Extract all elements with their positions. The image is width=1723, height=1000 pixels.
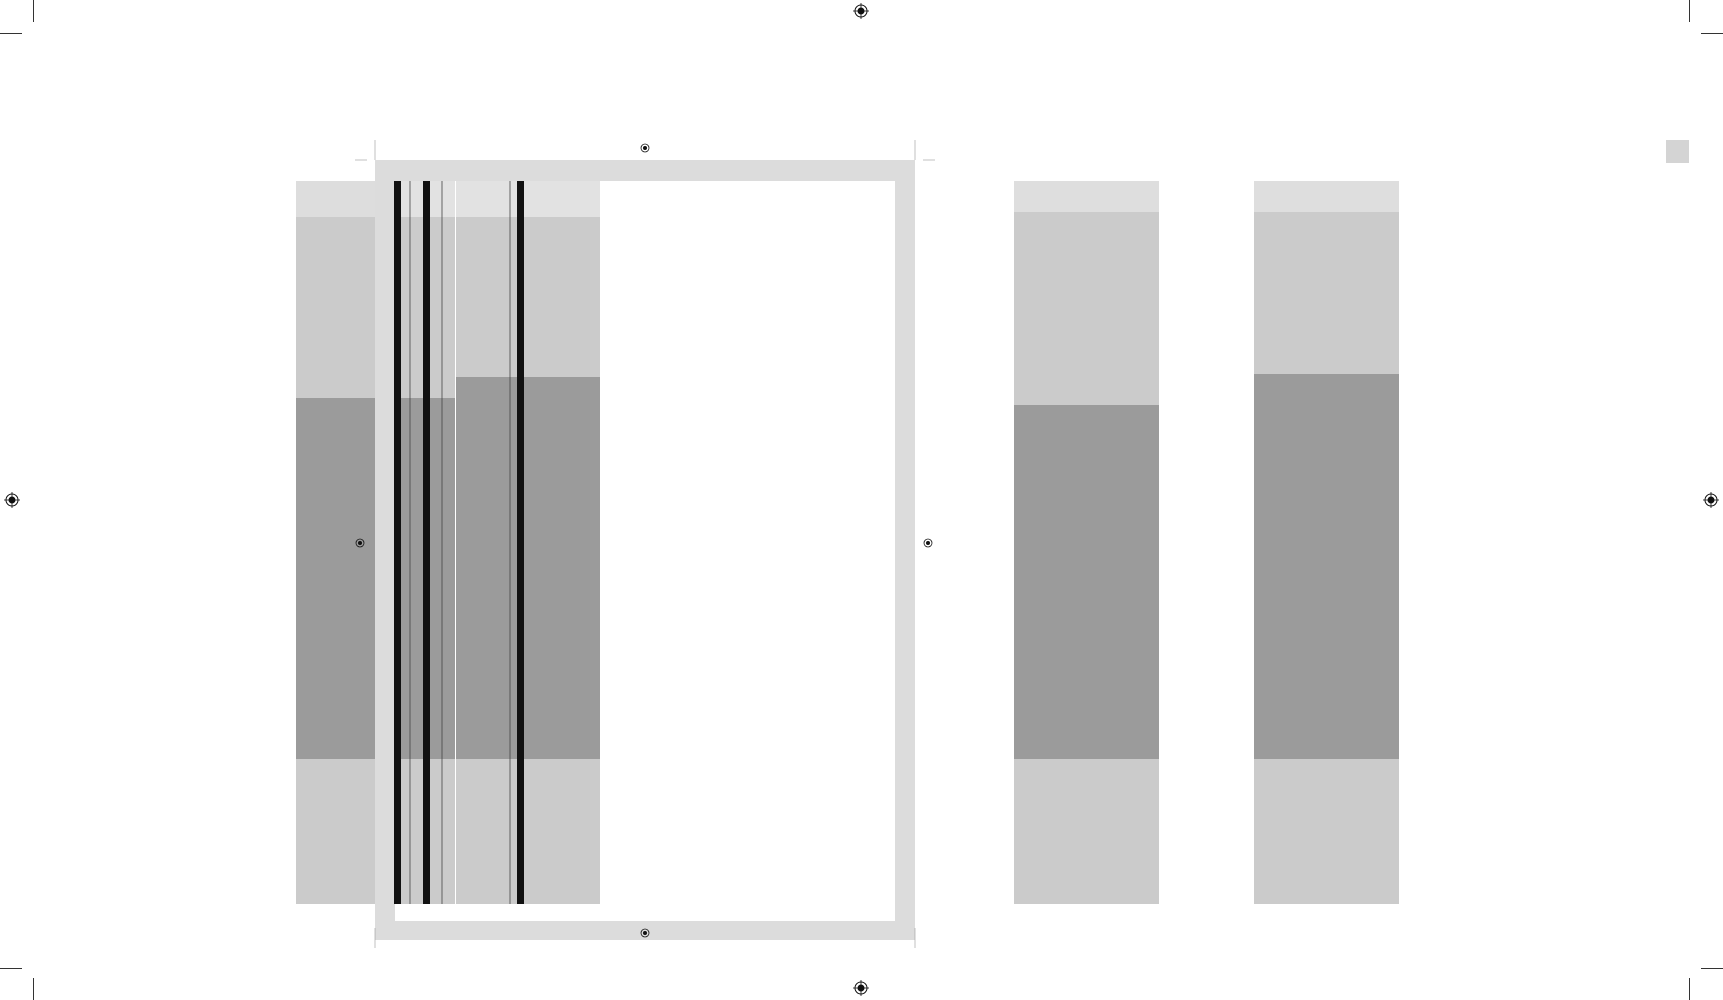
- crop-mark: [1689, 978, 1690, 1000]
- crop-mark: [0, 33, 22, 34]
- crop-mark: [0, 968, 22, 969]
- registration-mark-icon: [853, 980, 869, 996]
- thm-band-light: [1014, 181, 1159, 212]
- thm-band-dark: [1014, 405, 1159, 759]
- registration-mark-icon: [4, 492, 20, 508]
- technical-drawing: [355, 138, 945, 948]
- crop-mark: [1701, 968, 1723, 969]
- crop-mark: [1701, 33, 1723, 34]
- thm-band-mid: [1014, 212, 1159, 405]
- registration-mark-icon: [853, 3, 869, 19]
- crop-mark: [1689, 0, 1690, 22]
- thm-band-mid: [1254, 759, 1399, 904]
- thm-band-light: [1254, 181, 1399, 212]
- thm-band-dark: [1254, 374, 1399, 759]
- thm-band-mid: [1014, 759, 1159, 904]
- crop-mark: [33, 0, 34, 22]
- registration-mark-icon: [1703, 492, 1719, 508]
- thm-band-mid: [1254, 212, 1399, 374]
- crop-mark: [33, 978, 34, 1000]
- corner-swatch: [1666, 140, 1689, 163]
